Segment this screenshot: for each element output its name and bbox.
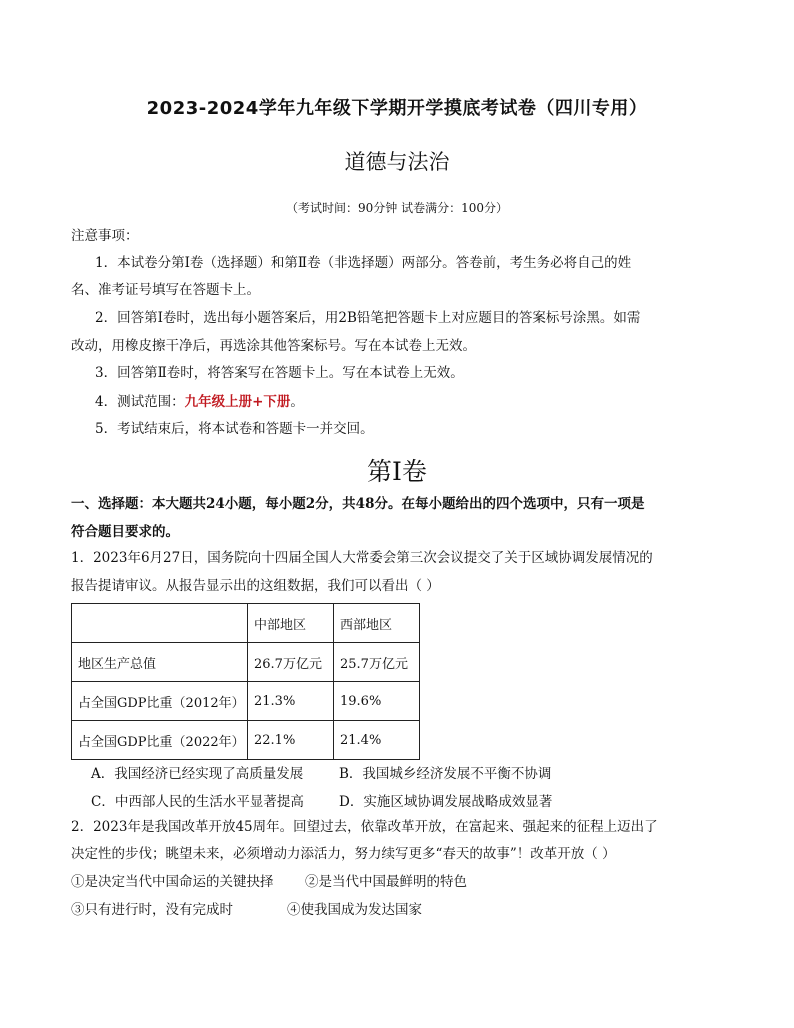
q1-data-table: [71, 603, 420, 760]
note-3: 3．回答第Ⅱ卷时，将答案写在答题卡上。写在本试卷上无效。: [95, 365, 464, 381]
table-row: [72, 682, 420, 721]
table-row: [72, 643, 420, 682]
table-header-cell: 中部地区: [248, 604, 334, 643]
q1-option-d: D．实施区域协调发展战略成效显著: [339, 794, 553, 810]
q1-option-c: C．中西部人民的生活水平显著提高: [91, 794, 304, 810]
table-header-row: [72, 604, 420, 643]
note-2-line-1: 2．回答第Ⅰ卷时，选出每小题答案后，用2B铅笔把答题卡上对应题目的答案标号涂黑。如需: [95, 310, 641, 326]
subject-title: 道德与法治: [344, 150, 450, 174]
table-header-cell: [72, 604, 248, 643]
section-instruction-line-2: 符合题目要求的。: [71, 524, 179, 540]
table-cell: 占全国GDP比重（2022年）: [72, 721, 248, 760]
note-1-line-2: 名、准考证号填写在答题卡上。: [71, 282, 260, 298]
q2-stem-line-1: 2．2023年是我国改革开放45周年。回望过去，依靠改革开放，在富起来、强起来的征程上迈出了: [71, 819, 658, 835]
note-4-prefix: 4．测试范围：: [95, 394, 185, 410]
q1-option-a: A．我国经济已经实现了高质量发展: [91, 766, 304, 782]
table-cell: 26.7万亿元: [248, 643, 334, 682]
table-cell: 25.7万亿元: [334, 643, 420, 682]
q1-option-b: B．我国城乡经济发展不平衡不协调: [339, 766, 552, 782]
q2-stem-line-2: 决定性的步伐；眺望未来，必须增动力添活力，努力续写更多“春天的故事”！改革开放（ ）: [71, 846, 616, 862]
section-instruction-line-1: 一、选择题：本大题共24小题，每小题2分，共48分。在每小题给出的四个选项中，只有一项是: [71, 496, 645, 512]
q2-statement-4: ④使我国成为发达国家: [287, 902, 422, 918]
q2-statement-2: ②是当代中国最鲜明的特色: [305, 874, 467, 890]
q1-stem-line-2: 报告提请审议。从报告显示出的这组数据，我们可以看出（ ）: [71, 578, 440, 594]
note-2-line-2: 改动，用橡皮擦干净后，再选涂其他答案标号。写在本试卷上无效。: [71, 338, 476, 354]
section-title: 第Ⅰ卷: [367, 457, 427, 486]
note-4: [95, 393, 304, 411]
q2-statement-1: ①是决定当代中国命运的关键抉择: [71, 874, 274, 890]
table-row: [72, 721, 420, 760]
table-cell: 19.6%: [334, 682, 420, 721]
q1-stem-line-1: 1．2023年6月27日，国务院向十四届全国人大常委会第三次会议提交了关于区域协调发展情况的: [71, 550, 653, 566]
note-4-suffix: 。: [290, 394, 304, 410]
table-cell: 占全国GDP比重（2012年）: [72, 682, 248, 721]
table-cell: 22.1%: [248, 721, 334, 760]
exam-title: 2023-2024学年九年级下学期开学摸底考试卷（四川专用）: [146, 98, 648, 119]
test-range: 九年级上册+下册: [184, 394, 291, 410]
note-5: 5．考试结束后，将本试卷和答题卡一并交回。: [95, 421, 374, 437]
table-cell: 地区生产总值: [72, 643, 248, 682]
table-header-cell: 西部地区: [334, 604, 420, 643]
notes-heading: 注意事项：: [71, 228, 139, 244]
note-1-line-1: 1．本试卷分第Ⅰ卷（选择题）和第Ⅱ卷（非选择题）两部分。答卷前，考生务必将自己的姓: [95, 255, 632, 271]
table-cell: 21.4%: [334, 721, 420, 760]
q2-statement-3: ③只有进行时，没有完成时: [71, 902, 233, 918]
exam-info: （考试时间：90分钟 试卷满分：100分）: [286, 201, 508, 215]
table-cell: 21.3%: [248, 682, 334, 721]
